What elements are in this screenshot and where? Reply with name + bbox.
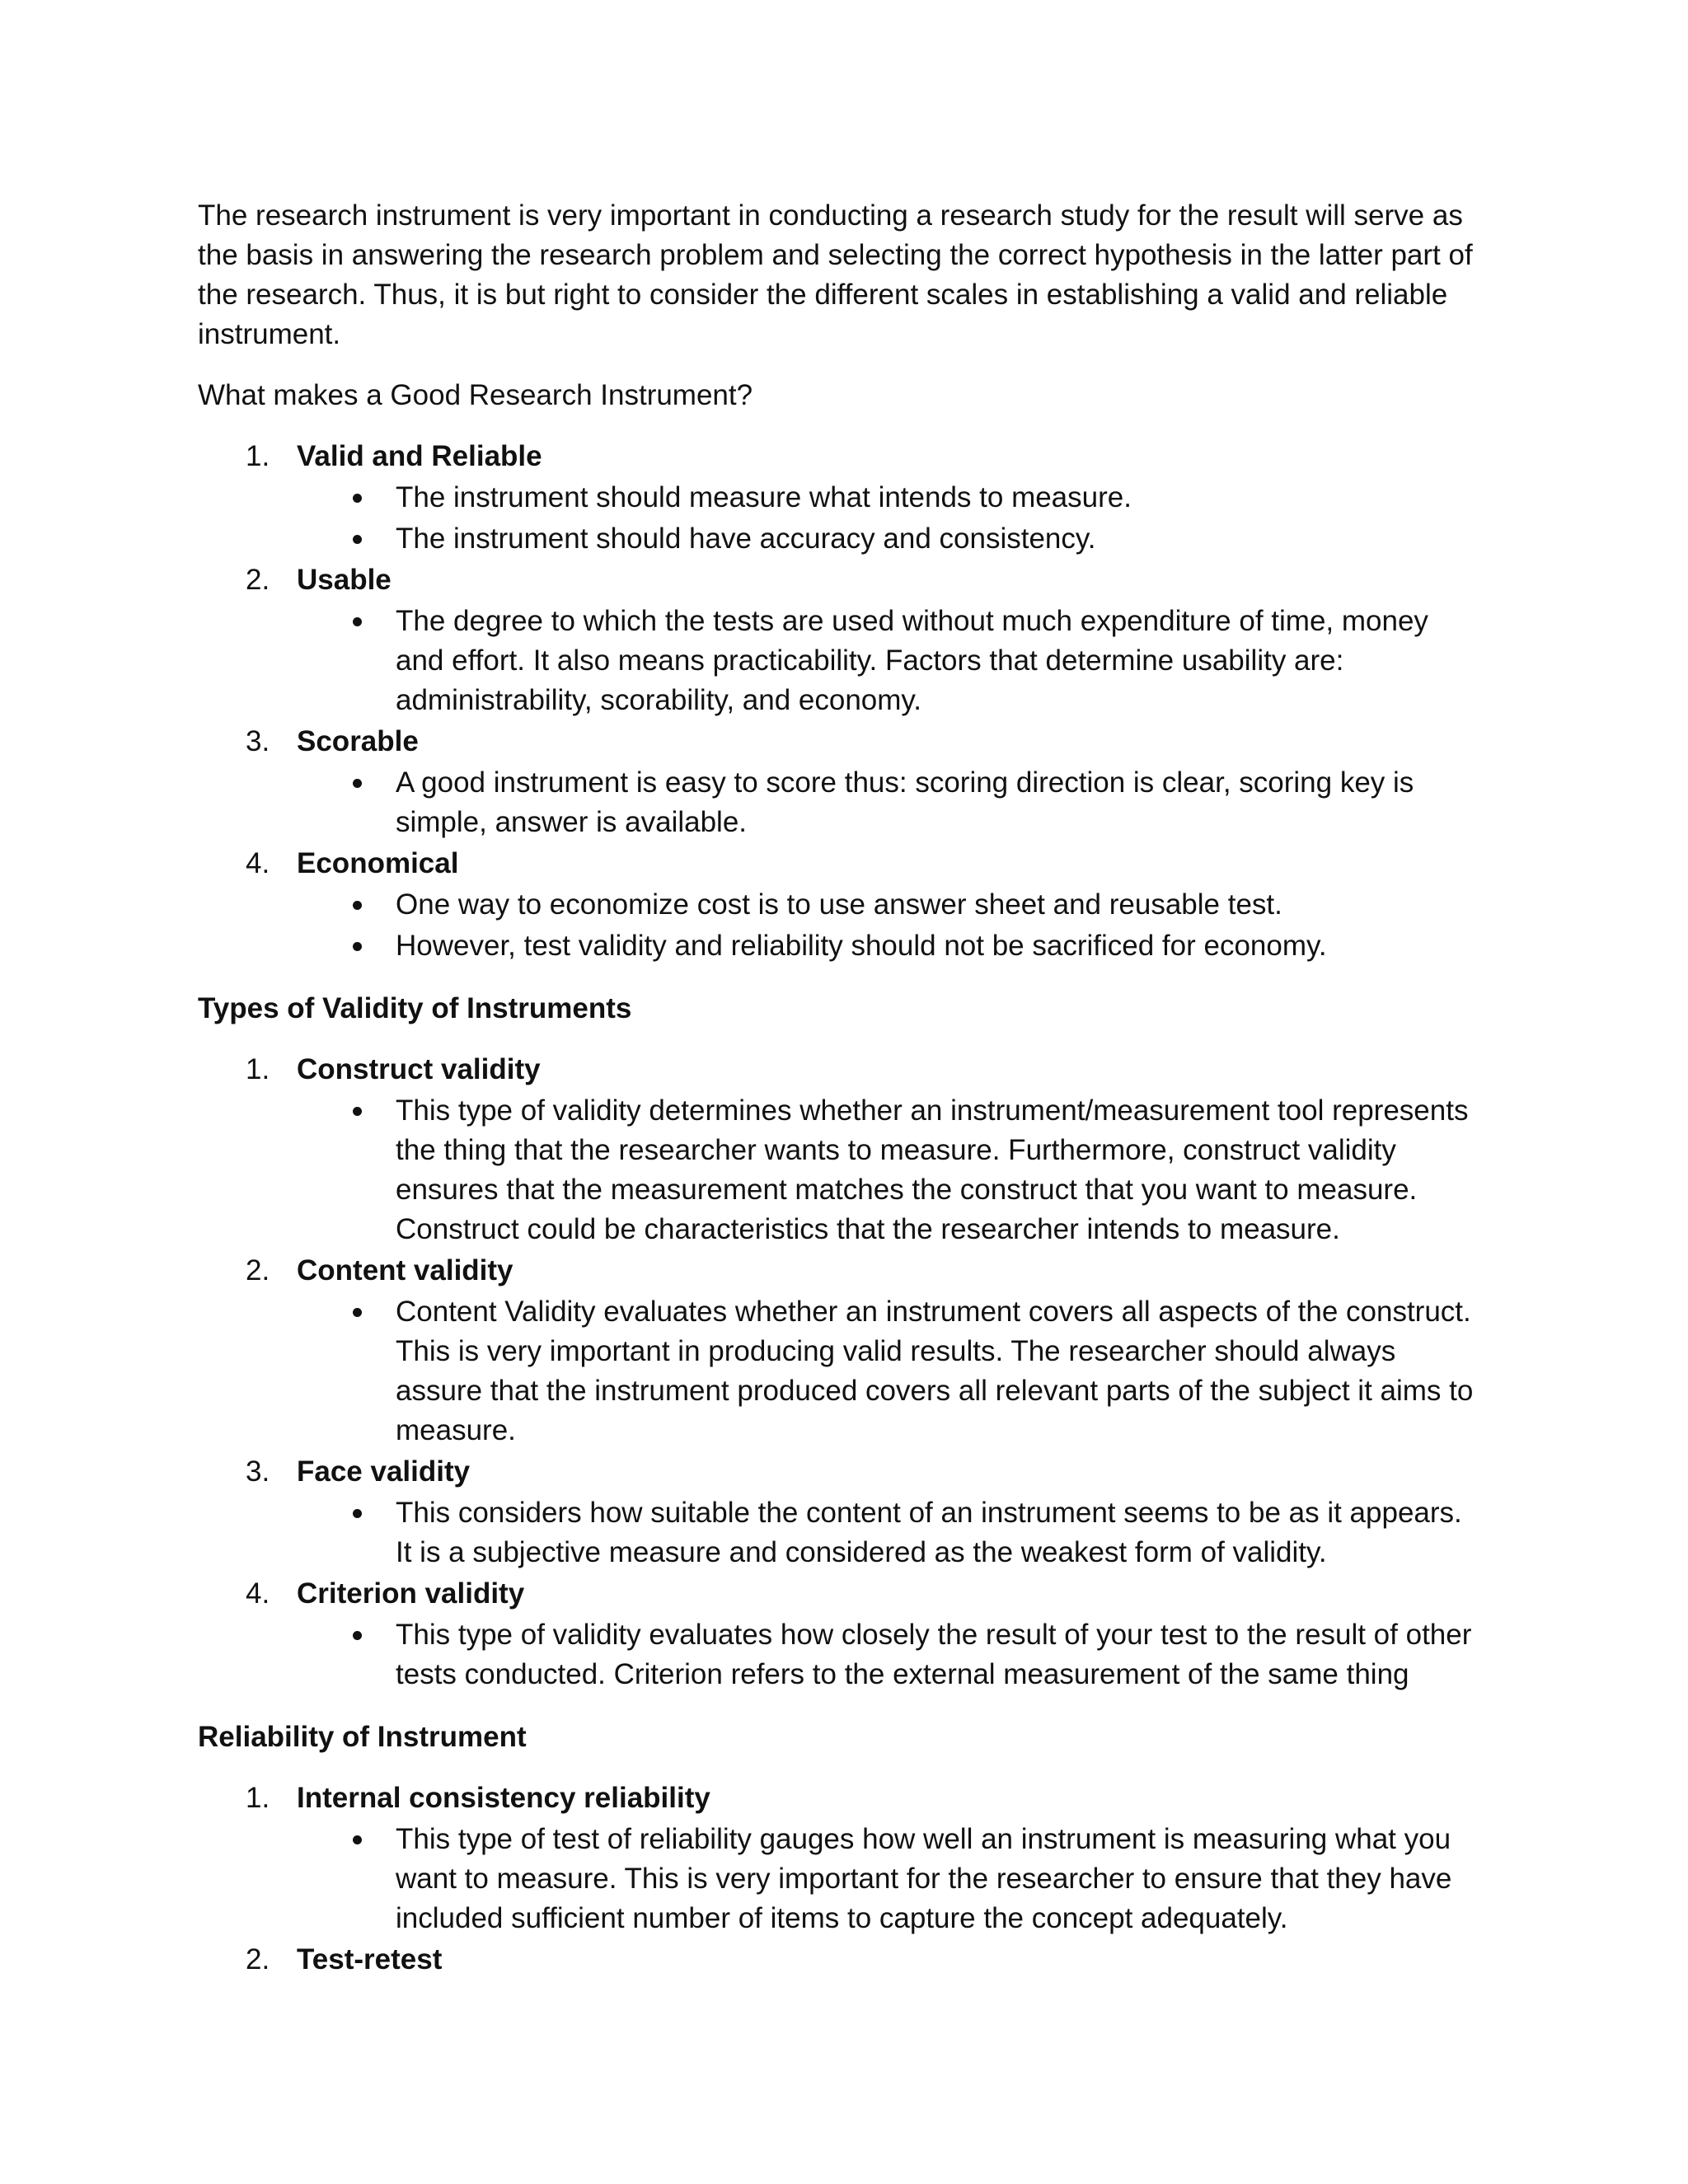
bullet-item	[297, 1820, 1484, 1938]
bullet-text: This type of test of reliability gauges how well an instrument is measuring what you want to measure. This is very important for the researcher to ensure that they have included sufficient number of items to capture the concept adequately.	[396, 1823, 1452, 1934]
bullet-dot-icon	[353, 1509, 362, 1518]
list-item-number: 4.	[246, 1577, 270, 1610]
list-item-number: 2.	[246, 1943, 270, 1975]
list-item-title: Test-retest	[297, 1943, 443, 1975]
bullet-dot-icon	[353, 1308, 362, 1317]
bullet-item	[297, 885, 1484, 925]
bullet-text: The degree to which the tests are used without much expenditure of time, money and effort. It also means practicability. Factors that determine usability are: administrability, scorability, and economy.	[396, 605, 1428, 716]
bullet-item	[297, 763, 1484, 842]
list-item-title: Internal consistency reliability	[297, 1782, 710, 1814]
validity-list	[198, 1050, 1484, 1694]
list-item-number: 3.	[246, 1455, 270, 1488]
good-instrument-question: What makes a Good Research Instrument?	[198, 379, 753, 411]
list-item	[198, 722, 1484, 842]
bullet-item	[297, 1615, 1484, 1694]
bullet-text: The instrument should have accuracy and consistency.	[396, 523, 1096, 555]
bullet-text: Content Validity evaluates whether an instrument covers all aspects of the construct. This is very important in producing valid results. The researcher should always assure that the instrument produced covers all relevant parts of the subject it aims to measure.	[396, 1296, 1474, 1446]
list-item-number: 2.	[246, 564, 270, 596]
bullet-list	[297, 1091, 1484, 1249]
list-item	[198, 1779, 1484, 1938]
bullet-text: This type of validity evaluates how closely the result of your test to the result of other tests conducted. Criterion refers to the external measurement of the same thing	[396, 1619, 1472, 1690]
list-item	[198, 1940, 1484, 1980]
list-item-number: 2.	[246, 1254, 270, 1286]
document-body	[198, 196, 1484, 1980]
bullet-dot-icon	[353, 494, 362, 503]
validity-heading: Types of Validity of Instruments	[198, 992, 632, 1024]
bullet-dot-icon	[353, 779, 362, 788]
bullet-list	[297, 1493, 1484, 1572]
bullet-list	[297, 602, 1484, 720]
bullet-dot-icon	[353, 617, 362, 626]
bullet-list	[297, 1820, 1484, 1938]
list-item-number: 4.	[246, 847, 270, 879]
list-item-title: Face validity	[297, 1455, 471, 1488]
list-item-title: Economical	[297, 847, 459, 879]
bullet-item	[297, 602, 1484, 720]
bullet-item	[297, 1493, 1484, 1572]
bullet-dot-icon	[353, 535, 362, 544]
bullet-list	[297, 763, 1484, 842]
list-item-number: 3.	[246, 725, 270, 757]
list-item-title: Scorable	[297, 725, 419, 757]
bullet-text: However, test validity and reliability should not be sacrificed for economy.	[396, 930, 1327, 962]
list-item	[198, 1050, 1484, 1249]
list-item-number: 1.	[246, 1053, 270, 1085]
bullet-dot-icon	[353, 1107, 362, 1116]
bullet-text: This type of validity determines whether an instrument/measurement tool represents the thing that the researcher wants to measure. Furthermore, construct validity ensures that the measurement matches the construct that you want to measure. Construct could be characteristics that the researcher intends to measure.	[396, 1094, 1469, 1245]
bullet-item	[297, 1091, 1484, 1249]
list-item-title: Construct validity	[297, 1053, 541, 1085]
bullet-list	[297, 885, 1484, 966]
bullet-text: One way to economize cost is to use answer sheet and reusable test.	[396, 888, 1282, 921]
list-item-number: 1.	[246, 1782, 270, 1814]
bullet-list	[297, 1292, 1484, 1451]
reliability-list	[198, 1779, 1484, 1980]
list-item-title: Content validity	[297, 1254, 513, 1286]
bullet-dot-icon	[353, 942, 362, 951]
bullet-list	[297, 1615, 1484, 1694]
intro-paragraph: The research instrument is very important in conducting a research study for the result will serve as the basis in answering the research problem and selecting the correct hypothesis in the latter part of the research. Thus, it is but right to consider the different scales in establishing a valid and reliable instrument.	[198, 199, 1473, 350]
bullet-item	[297, 926, 1484, 966]
list-item-number: 1.	[246, 440, 270, 472]
bullet-dot-icon	[353, 1835, 362, 1844]
bullet-item	[297, 1292, 1484, 1451]
bullet-text: This considers how suitable the content of an instrument seems to be as it appears. It is a subjective measure and considered as the weakest form of validity.	[396, 1497, 1462, 1568]
bullet-dot-icon	[353, 1631, 362, 1640]
list-item	[198, 560, 1484, 720]
list-item	[198, 1574, 1484, 1694]
list-item-title: Usable	[297, 564, 392, 596]
bullet-text: A good instrument is easy to score thus: scoring direction is clear, scoring key is simple, answer is available.	[396, 766, 1414, 838]
list-item	[198, 437, 1484, 559]
bullet-item	[297, 519, 1484, 559]
list-item-title: Valid and Reliable	[297, 440, 542, 472]
list-item	[198, 844, 1484, 966]
list-item	[198, 1251, 1484, 1451]
bullet-list	[297, 478, 1484, 559]
bullet-dot-icon	[353, 901, 362, 910]
list-item	[198, 1452, 1484, 1572]
reliability-heading: Reliability of Instrument	[198, 1721, 527, 1753]
bullet-text: The instrument should measure what intends to measure.	[396, 481, 1132, 513]
good-instrument-list	[198, 437, 1484, 966]
list-item-title: Criterion validity	[297, 1577, 525, 1610]
bullet-item	[297, 478, 1484, 518]
